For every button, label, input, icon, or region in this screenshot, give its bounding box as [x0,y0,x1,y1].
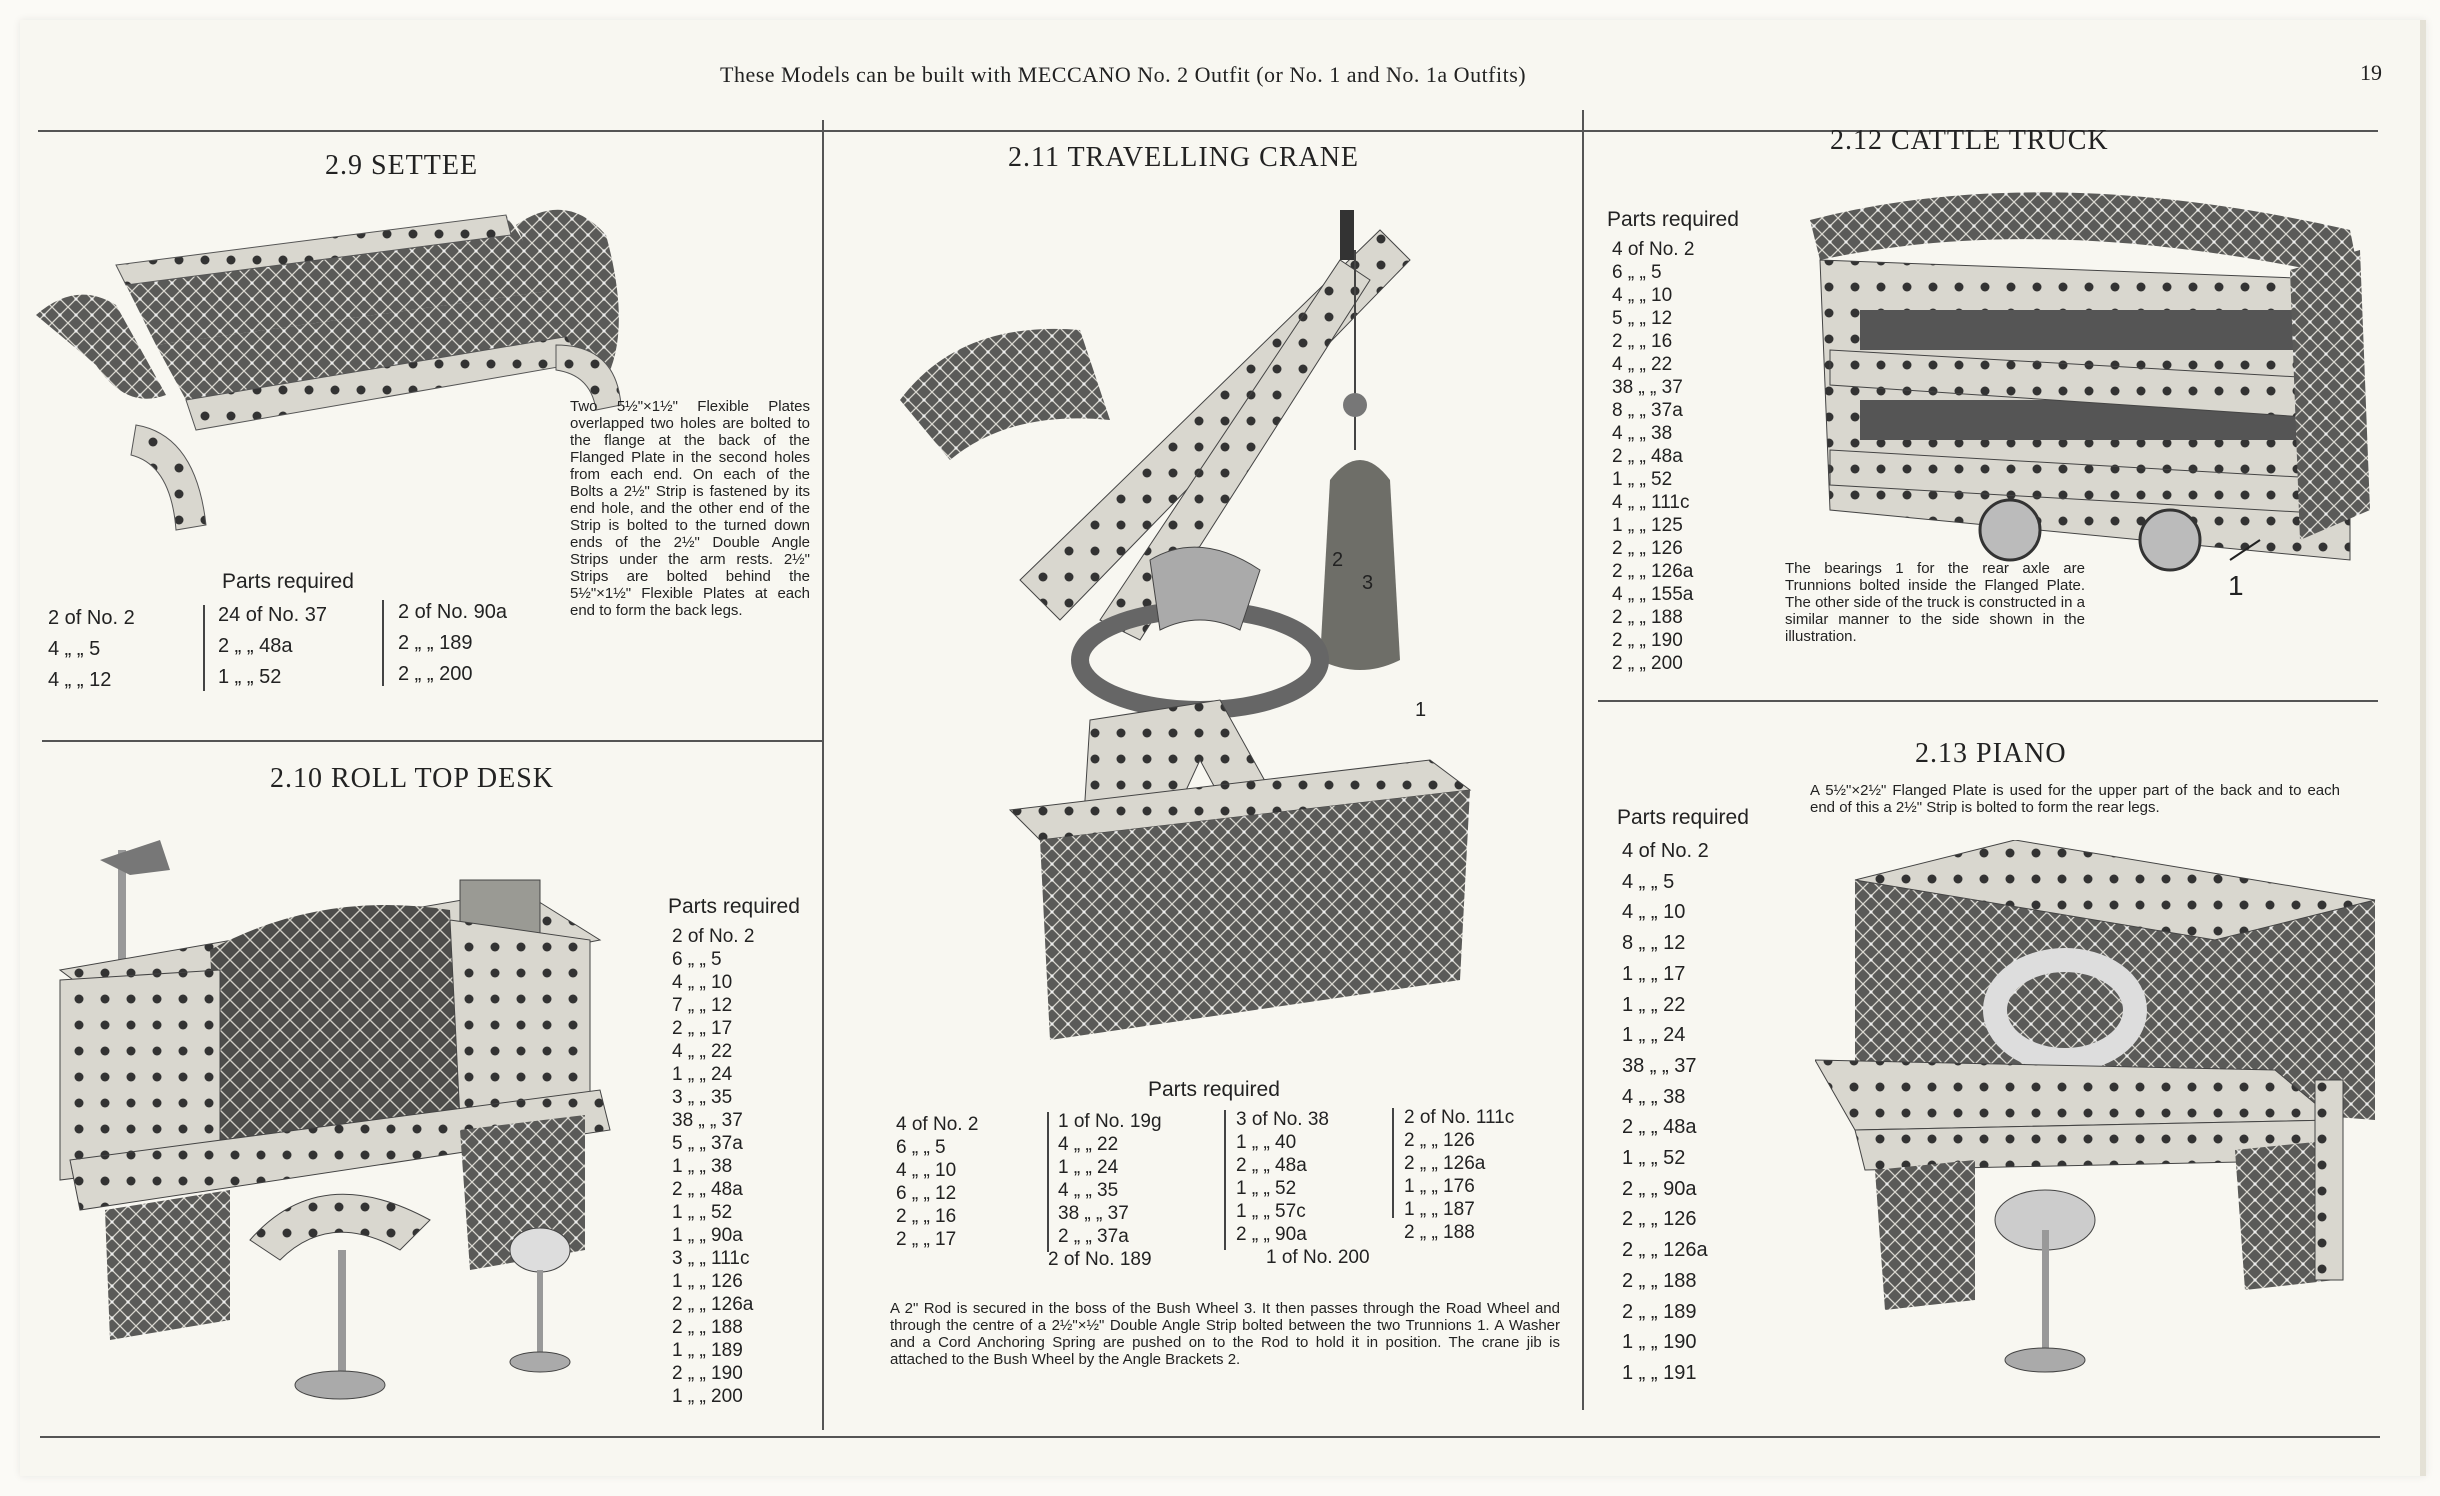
parts-entry: 2 „ „ 37a [1058,1226,1129,1247]
parts-entry: 4 „ „ 10 [672,972,733,993]
settee-parts-col3 [398,597,507,690]
parts-entry: 4 „ „ 38 [1612,423,1673,444]
parts-entry: 6 „ „ 5 [672,949,722,970]
parts-entry: 2 „ „ 188 [1622,1269,1697,1292]
parts-entry: 2 „ „ 17 [672,1018,733,1039]
parts-entry: 1 „ „ 52 [1236,1178,1297,1199]
parts-entry: 38 „ „ 37 [672,1110,743,1131]
parts-entry: 4 „ „ 5 [48,638,101,660]
parts-entry: 2 „ „ 200 [398,663,473,685]
parts-entry: 2 „ „ 189 [1622,1300,1697,1323]
parts-entry: 7 „ „ 12 [672,995,733,1016]
crane-parts-divider [1224,1110,1226,1250]
settee-illustration [36,195,636,565]
parts-entry: 2 „ „ 17 [896,1229,957,1250]
crane-callout-2: 2 [1332,549,1344,571]
parts-entry: 1 „ „ 40 [1236,1132,1297,1153]
settee-note: Two 5½"×1½" Flexible Plates overlapped two holes are bolted to the flange at the back of the Flanged Plate in the second holes from each end. On each of the Bolts a 2½" Strip is fastened by its end hole, and the other end of the Strip is bolted to the turned down ends of the 2½" Double Angle Strips under the arm rests. 2½" Strips are bolted behind the 5½"×1½" Flexible Plates at each end to form the back legs. [570,398,810,619]
crane-parts-label: Parts required [1148,1078,1280,1101]
parts-entry: 4 of No. 2 [1622,840,1709,862]
parts-entry: 6 „ „ 5 [896,1137,946,1158]
parts-entry: 1 „ „ 52 [218,666,282,688]
parts-entry: 1 „ „ 189 [672,1340,743,1361]
right-section-rule [1598,700,2378,702]
parts-entry: 2 „ „ 48a [672,1179,743,1200]
parts-entry: 4 „ „ 10 [1622,901,1686,924]
truck-parts-label: Parts required [1607,208,1739,231]
parts-entry: 6 „ „ 12 [896,1183,957,1204]
parts-entry: 38 „ „ 37 [1058,1203,1129,1224]
parts-entry: 2 „ „ 90a [1236,1224,1307,1245]
page-number: 19 [2360,60,2382,85]
parts-entry: 2 „ „ 48a [1236,1155,1307,1176]
parts-entry: 4 „ „ 22 [1058,1134,1119,1155]
parts-entry: 2 of No. 2 [672,926,755,947]
parts-entry: 3 „ „ 111c [672,1248,750,1269]
parts-entry: 1 „ „ 24 [1058,1157,1119,1178]
parts-entry: 1 „ „ 57c [1236,1201,1306,1222]
parts-entry: 1 „ „ 22 [1622,993,1686,1016]
parts-entry: 8 „ „ 37a [1612,400,1683,421]
parts-entry: 4 „ „ 12 [48,669,112,691]
truck-illustration [1790,170,2380,590]
parts-entry: 2 „ „ 126a [1404,1153,1486,1174]
parts-entry: 2 „ „ 126 [1612,538,1683,559]
parts-entry: 2 „ „ 126 [1404,1130,1475,1151]
parts-entry: 2 „ „ 126a [1622,1239,1708,1262]
piano-parts-list [1622,836,1709,1389]
parts-entry: 2 „ „ 190 [1612,630,1683,651]
settee-parts-col1 [48,603,135,696]
parts-entry: 38 „ „ 37 [1612,377,1683,398]
parts-entry: 4 „ „ 35 [1058,1180,1119,1201]
parts-entry: 2 of No. 90a [398,601,507,623]
crane-parts-divider [1392,1108,1394,1218]
parts-entry: 1 „ „ 125 [1612,515,1683,536]
parts-entry: 1 „ „ 191 [1622,1361,1697,1384]
parts-entry: 2 „ „ 16 [1612,331,1673,352]
crane-parts-col2 [1048,1110,1162,1271]
parts-entry: 2 „ „ 126a [1612,561,1694,582]
desk-illustration [40,830,640,1410]
crane-callout-1: 1 [1415,699,1427,721]
parts-entry: 1 of No. 200 [1266,1247,1370,1268]
truck-callout-1: 1 [2228,570,2244,601]
desk-parts-list [672,925,754,1408]
parts-entry: 4 „ „ 111c [1612,492,1690,513]
footer-rule [40,1436,2380,1438]
piano-illustration [1815,840,2385,1400]
crane-parts-col1 [896,1113,978,1251]
parts-entry: 4 of No. 2 [1612,239,1695,260]
parts-entry: 2 „ „ 188 [1612,607,1683,628]
parts-entry: 4 „ „ 22 [672,1041,733,1062]
crane-parts-col3 [1236,1108,1370,1269]
parts-entry: 4 „ „ 5 [1622,870,1675,893]
parts-entry: 3 of No. 38 [1236,1109,1329,1130]
parts-entry: 1 „ „ 190 [1622,1331,1697,1354]
left-column-rule [822,120,824,1430]
crane-illustration [900,200,1500,1060]
left-section-rule [42,740,824,742]
parts-entry: 2 of No. 189 [1048,1249,1152,1270]
crane-note: A 2" Rod is secured in the boss of the Bush Wheel 3. It then passes through the Road Wheel and through the centre of a 2½"×½" Double Angle Strip bolted between the two Trunnions 1. A Washer and a Cord Anchoring Spring are pushed on to the Rod to hold it in position. The crane jib is attached to the Bush Wheel by the Angle Brackets 2. [890,1300,1560,1368]
parts-entry: 2 of No. 2 [48,607,135,629]
parts-entry: 2 „ „ 16 [896,1206,957,1227]
settee-parts-divider [382,600,384,686]
parts-entry: 3 „ „ 35 [672,1087,733,1108]
parts-entry: 8 „ „ 12 [1622,932,1686,955]
parts-entry: 2 „ „ 188 [672,1317,743,1338]
parts-entry: 1 „ „ 187 [1404,1199,1475,1220]
parts-entry: 1 „ „ 176 [1404,1176,1475,1197]
parts-entry: 24 of No. 37 [218,604,327,626]
page-header: These Models can be built with MECCANO No. 2 Outfit (or No. 1 and No. 1a Outfits) [720,62,1527,87]
parts-entry: 4 „ „ 10 [896,1160,957,1181]
desk-parts-label: Parts required [668,895,800,918]
parts-entry: 2 „ „ 126 [1622,1208,1697,1231]
parts-entry: 2 „ „ 190 [672,1363,743,1384]
settee-parts-col2 [218,600,327,693]
desk-title: 2.10 ROLL TOP DESK [270,763,555,794]
piano-title: 2.13 PIANO [1915,738,2067,769]
parts-entry: 4 of No. 2 [896,1114,979,1135]
settee-title: 2.9 SETTEE [325,150,479,181]
settee-parts-divider [203,605,205,691]
parts-entry: 2 „ „ 48a [1612,446,1683,467]
right-column-rule [1582,110,1584,1410]
parts-entry: 2 „ „ 126a [672,1294,754,1315]
parts-entry: 5 „ „ 37a [672,1133,743,1154]
parts-entry: 38 „ „ 37 [1622,1054,1697,1077]
parts-entry: 4 „ „ 22 [1612,354,1673,375]
parts-entry: 2 of No. 111c [1404,1107,1515,1128]
parts-entry: 1 „ „ 52 [1612,469,1673,490]
parts-entry: 2 „ „ 48a [218,635,293,657]
piano-parts-label: Parts required [1617,806,1749,829]
parts-entry: 6 „ „ 5 [1612,262,1662,283]
parts-entry: 2 „ „ 200 [1612,653,1683,674]
piano-note: A 5½"×2½" Flanged Plate is used for the upper part of the back and to each end of this a 2½" Strip is bolted to form the rear legs. [1810,782,2340,816]
truck-parts-list [1612,238,1694,675]
parts-entry: 1 „ „ 126 [672,1271,743,1292]
crane-parts-col4 [1404,1106,1514,1244]
truck-title: 2.12 CATTLE TRUCK [1830,125,2109,156]
truck-note: The bearings 1 for the rear axle are Trunnions bolted inside the Flanged Plate. The other side of the truck is constructed in a similar manner to the side shown in the illustration. [1785,560,2085,645]
parts-entry: 1 „ „ 52 [672,1202,733,1223]
parts-entry: 1 „ „ 38 [672,1156,733,1177]
parts-entry: 5 „ „ 12 [1612,308,1673,329]
parts-entry: 1 „ „ 24 [672,1064,733,1085]
crane-callout-3: 3 [1362,572,1374,594]
parts-entry: 1 „ „ 52 [1622,1147,1686,1170]
parts-entry: 2 „ „ 90a [1622,1177,1697,1200]
parts-entry: 1 „ „ 17 [1622,962,1686,985]
parts-entry: 4 „ „ 10 [1612,285,1673,306]
parts-entry: 1 „ „ 200 [672,1386,743,1407]
parts-entry: 4 „ „ 155a [1612,584,1694,605]
crane-title: 2.11 TRAVELLING CRANE [1008,142,1360,173]
parts-entry: 2 „ „ 188 [1404,1222,1475,1243]
parts-entry: 1 „ „ 90a [672,1225,743,1246]
parts-entry: 4 „ „ 38 [1622,1085,1686,1108]
parts-entry: 1 of No. 19g [1058,1111,1162,1132]
settee-parts-label: Parts required [222,570,354,593]
crane-parts-divider [1047,1112,1049,1252]
parts-entry: 1 „ „ 24 [1622,1024,1686,1047]
parts-entry: 2 „ „ 189 [398,632,473,654]
parts-entry: 2 „ „ 48a [1622,1116,1697,1139]
